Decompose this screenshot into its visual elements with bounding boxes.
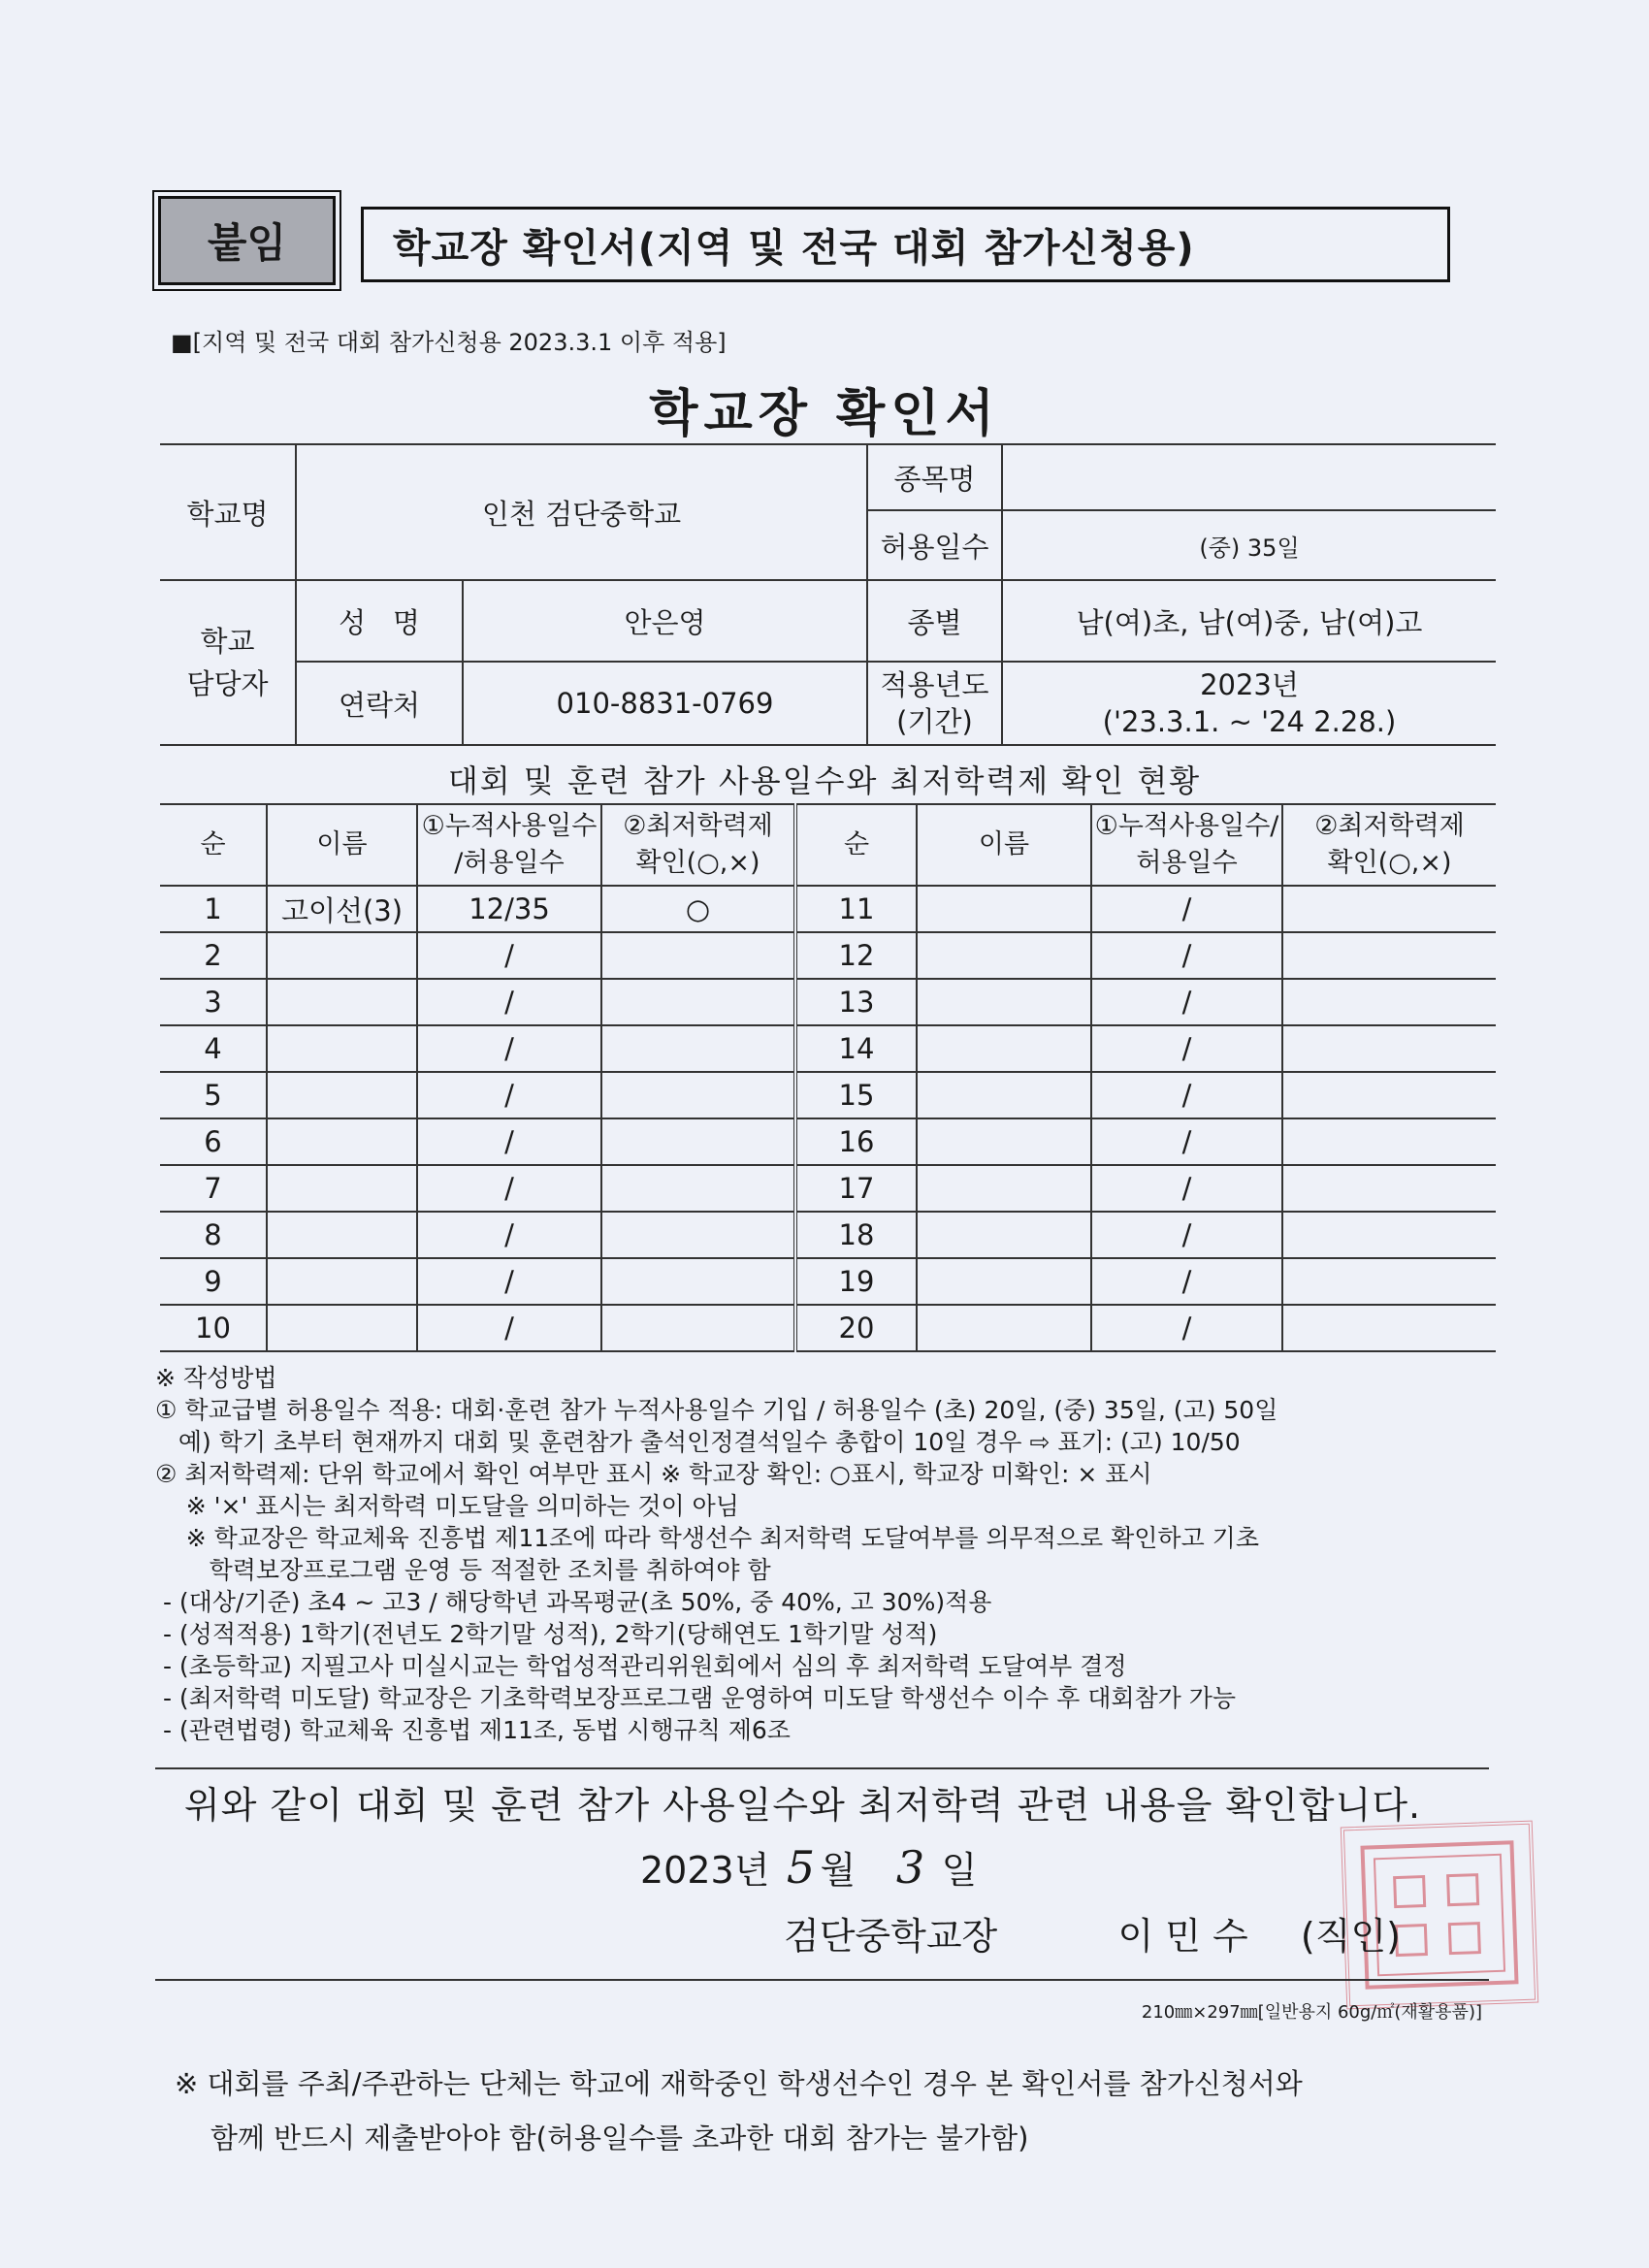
row-days-left: /: [417, 932, 601, 979]
table-row: [160, 979, 1496, 1025]
row-min-right: [1282, 932, 1496, 979]
row-no-left: 10: [160, 1305, 267, 1351]
row-name-right: [917, 1165, 1091, 1212]
row-no-right: 16: [795, 1118, 917, 1165]
row-min-left: [601, 932, 795, 979]
signer: [784, 1906, 1401, 1960]
row-min-right: [1282, 1212, 1496, 1258]
footer-line: ※ 대회를 주최/주관하는 단체는 학교에 재학중인 학생선수인 경우 본 확인서를 참가신청서와: [175, 2067, 1303, 2100]
instruction-line: - (초등학교) 지필고사 미실시교는 학업성적관리위원회에서 심의 후 최저학력 도달여부 결정: [155, 1652, 1127, 1680]
row-days-right: /: [1091, 1072, 1282, 1118]
col-no-right: 순: [795, 804, 917, 886]
instruction-line: - (대상/기준) 초4 ~ 고3 / 해당학년 과목평균(초 50%, 중 40%, 고 30%)적용: [155, 1588, 992, 1616]
row-name-left: [267, 1025, 417, 1072]
row-no-right: 11: [795, 886, 917, 932]
category-value: 남(여)초, 남(여)중, 남(여)고: [1002, 580, 1496, 662]
row-days-right: /: [1091, 1212, 1282, 1258]
instruction-line: ① 학교급별 허용일수 적용: 대회·훈련 참가 누적사용일수 기입 / 허용일수 (초) 20일, (중) 35일, (고) 50일: [155, 1396, 1278, 1424]
row-min-left: [601, 1212, 795, 1258]
row-min-left: [601, 1025, 795, 1072]
row-no-left: 3: [160, 979, 267, 1025]
table-row: [160, 1118, 1496, 1165]
seal-label: (직인): [1300, 1915, 1401, 1958]
row-name-right: [917, 1118, 1091, 1165]
year-label: 적용년도 (기간): [867, 662, 1002, 745]
manager-label: 학교 담당자: [160, 580, 296, 745]
table-row: [160, 932, 1496, 979]
instruction-line: - (최저학력 미도달) 학교장은 기초학력보장프로그램 운영하여 미도달 학생선수 이수 후 대회참가 가능: [155, 1684, 1237, 1712]
row-no-left: 8: [160, 1212, 267, 1258]
row-min-right: [1282, 1165, 1496, 1212]
row-name-left: [267, 932, 417, 979]
col-name-left: 이름: [267, 804, 417, 886]
row-no-left: 7: [160, 1165, 267, 1212]
row-days-right: /: [1091, 979, 1282, 1025]
row-name-right: [917, 1072, 1091, 1118]
table-row: [160, 1305, 1496, 1351]
row-no-right: 19: [795, 1258, 917, 1305]
row-name-right: [917, 1305, 1091, 1351]
signer-school: 검단중학교장: [784, 1915, 998, 1958]
manager-name-value: 안은영: [463, 580, 867, 662]
instruction-line: ※ 학교장은 학교체육 진흥법 제11조에 따라 학생선수 최저학력 도달여부를 의무적으로 확인하고 기초: [155, 1524, 1259, 1552]
table-row: [160, 1258, 1496, 1305]
row-min-right: [1282, 1305, 1496, 1351]
contact-label: 연락처: [296, 662, 463, 745]
footer-note: [175, 2057, 1533, 2165]
row-days-left: /: [417, 1025, 601, 1072]
row-name-left: 고이선(3): [267, 886, 417, 932]
signature-date: [640, 1840, 977, 1894]
col-days-right: ①누적사용일수/ 허용일수: [1091, 804, 1282, 886]
footer-line: 함께 반드시 제출받아야 함(허용일수를 초과한 대회 참가는 불가함): [175, 2122, 1029, 2155]
row-days-left: /: [417, 1118, 601, 1165]
row-min-left: [601, 1165, 795, 1212]
col-min-left: ②최저학력제 확인(○,×): [601, 804, 795, 886]
row-min-right: [1282, 1025, 1496, 1072]
row-days-right: /: [1091, 1025, 1282, 1072]
row-min-left: [601, 1118, 795, 1165]
date-year: 2023년: [640, 1849, 770, 1892]
row-name-left: [267, 1212, 417, 1258]
row-no-left: 5: [160, 1072, 267, 1118]
row-no-left: 1: [160, 886, 267, 932]
date-month-unit: 월: [820, 1849, 857, 1892]
confirmation-table: [160, 803, 1496, 1352]
instruction-line: - (관련법령) 학교체육 진흥법 제11조, 동법 시행규칙 제6조: [155, 1716, 791, 1744]
row-no-right: 12: [795, 932, 917, 979]
col-days-left: ①누적사용일수 /허용일수: [417, 804, 601, 886]
table-row: [160, 1212, 1496, 1258]
contact-value: 010-8831-0769: [463, 662, 867, 745]
row-days-left: /: [417, 1258, 601, 1305]
instructions: [155, 1362, 1513, 1746]
instruction-line: ※ 작성방법: [155, 1364, 277, 1392]
confirmation-statement: 위와 같이 대회 및 훈련 참가 사용일수와 최저학력 관련 내용을 확인합니다.: [184, 1784, 1422, 1827]
row-no-left: 6: [160, 1118, 267, 1165]
event-value: [1002, 444, 1496, 510]
date-month: 5: [786, 1841, 816, 1894]
row-days-right: /: [1091, 1165, 1282, 1212]
row-min-right: [1282, 1258, 1496, 1305]
row-days-left: /: [417, 1212, 601, 1258]
divider-line: [155, 1767, 1489, 1769]
instruction-line: ② 최저학력제: 단위 학교에서 확인 여부만 표시 ※ 학교장 확인: ○표시, 학교장 미확인: × 표시: [155, 1460, 1152, 1488]
info-table: [160, 443, 1496, 746]
col-min-right: ②최저학력제 확인(○,×): [1282, 804, 1496, 886]
row-days-left: /: [417, 1165, 601, 1212]
row-min-left: [601, 1305, 795, 1351]
row-min-left: [601, 1072, 795, 1118]
row-name-left: [267, 979, 417, 1025]
row-days-right: /: [1091, 1118, 1282, 1165]
row-min-left: ○: [601, 886, 795, 932]
date-day-unit: 일: [941, 1849, 978, 1892]
date-day: 3: [895, 1841, 925, 1894]
applicability-note: ■[지역 및 전국 대회 참가신청용 2023.3.1 이후 적용]: [171, 329, 727, 356]
row-min-right: [1282, 1072, 1496, 1118]
row-no-left: 9: [160, 1258, 267, 1305]
row-days-right: /: [1091, 1258, 1282, 1305]
school-name-label: 학교명: [160, 444, 296, 580]
attachment-tag: 붙임: [158, 196, 336, 285]
table-row: [160, 1072, 1496, 1118]
row-no-right: 13: [795, 979, 917, 1025]
event-label: 종목명: [867, 444, 1002, 510]
instruction-line: ※ '×' 표시는 최저학력 미도달을 의미하는 것이 아님: [155, 1492, 739, 1520]
row-min-right: [1282, 886, 1496, 932]
row-no-right: 20: [795, 1305, 917, 1351]
row-no-right: 18: [795, 1212, 917, 1258]
row-days-left: /: [417, 1305, 601, 1351]
year-value: 2023년: [1200, 668, 1299, 701]
form-header-title: 학교장 확인서(지역 및 전국 대회 참가신청용): [361, 207, 1450, 282]
school-name-value: 인천 검단중학교: [296, 444, 867, 580]
row-days-left: /: [417, 1072, 601, 1118]
allowed-days-value: (중) 35일: [1002, 510, 1496, 580]
row-name-left: [267, 1258, 417, 1305]
instruction-line: 학력보장프로그램 운영 등 적절한 조치를 취하여야 함: [155, 1556, 771, 1584]
row-name-right: [917, 1025, 1091, 1072]
instruction-line: 예) 학기 초부터 현재까지 대회 및 훈련참가 출석인정결석일수 총합이 10일 경우 ⇨ 표기: (고) 10/50: [155, 1428, 1241, 1456]
row-min-left: [601, 1258, 795, 1305]
table-row: [160, 886, 1496, 932]
table-row: [160, 1165, 1496, 1212]
col-no-left: 순: [160, 804, 267, 886]
table-row: [160, 1025, 1496, 1072]
col-name-right: 이름: [917, 804, 1091, 886]
row-name-left: [267, 1118, 417, 1165]
row-days-right: /: [1091, 932, 1282, 979]
section-title: 대회 및 훈련 참가 사용일수와 최저학력제 확인 현황: [447, 762, 1202, 799]
row-min-left: [601, 979, 795, 1025]
allowed-days-label: 허용일수: [867, 510, 1002, 580]
document-title: 학교장 확인서: [649, 385, 1000, 443]
row-name-right: [917, 886, 1091, 932]
row-name-left: [267, 1072, 417, 1118]
row-name-right: [917, 1258, 1091, 1305]
row-no-right: 14: [795, 1025, 917, 1072]
row-days-right: /: [1091, 886, 1282, 932]
row-name-right: [917, 932, 1091, 979]
divider-line-bottom: [155, 1979, 1489, 1981]
signer-name: 이 민 수: [1117, 1915, 1248, 1958]
row-days-left: /: [417, 979, 601, 1025]
row-no-right: 17: [795, 1165, 917, 1212]
year-period: ('23.3.1. ~ '24 2.28.): [1102, 705, 1397, 738]
row-days-left: 12/35: [417, 886, 601, 932]
row-min-right: [1282, 979, 1496, 1025]
row-name-right: [917, 1212, 1091, 1258]
row-name-right: [917, 979, 1091, 1025]
row-min-right: [1282, 1118, 1496, 1165]
paper-spec: 210㎜×297㎜[일반용지 60g/㎡(재활용품)]: [1141, 2002, 1482, 2023]
row-name-left: [267, 1305, 417, 1351]
row-no-left: 2: [160, 932, 267, 979]
row-days-right: /: [1091, 1305, 1282, 1351]
instruction-line: - (성적적용) 1학기(전년도 2학기말 성적), 2학기(당해연도 1학기말 성적): [155, 1620, 938, 1648]
manager-name-label: 성 명: [296, 580, 463, 662]
row-no-right: 15: [795, 1072, 917, 1118]
category-label: 종별: [867, 580, 1002, 662]
row-name-left: [267, 1165, 417, 1212]
row-no-left: 4: [160, 1025, 267, 1072]
